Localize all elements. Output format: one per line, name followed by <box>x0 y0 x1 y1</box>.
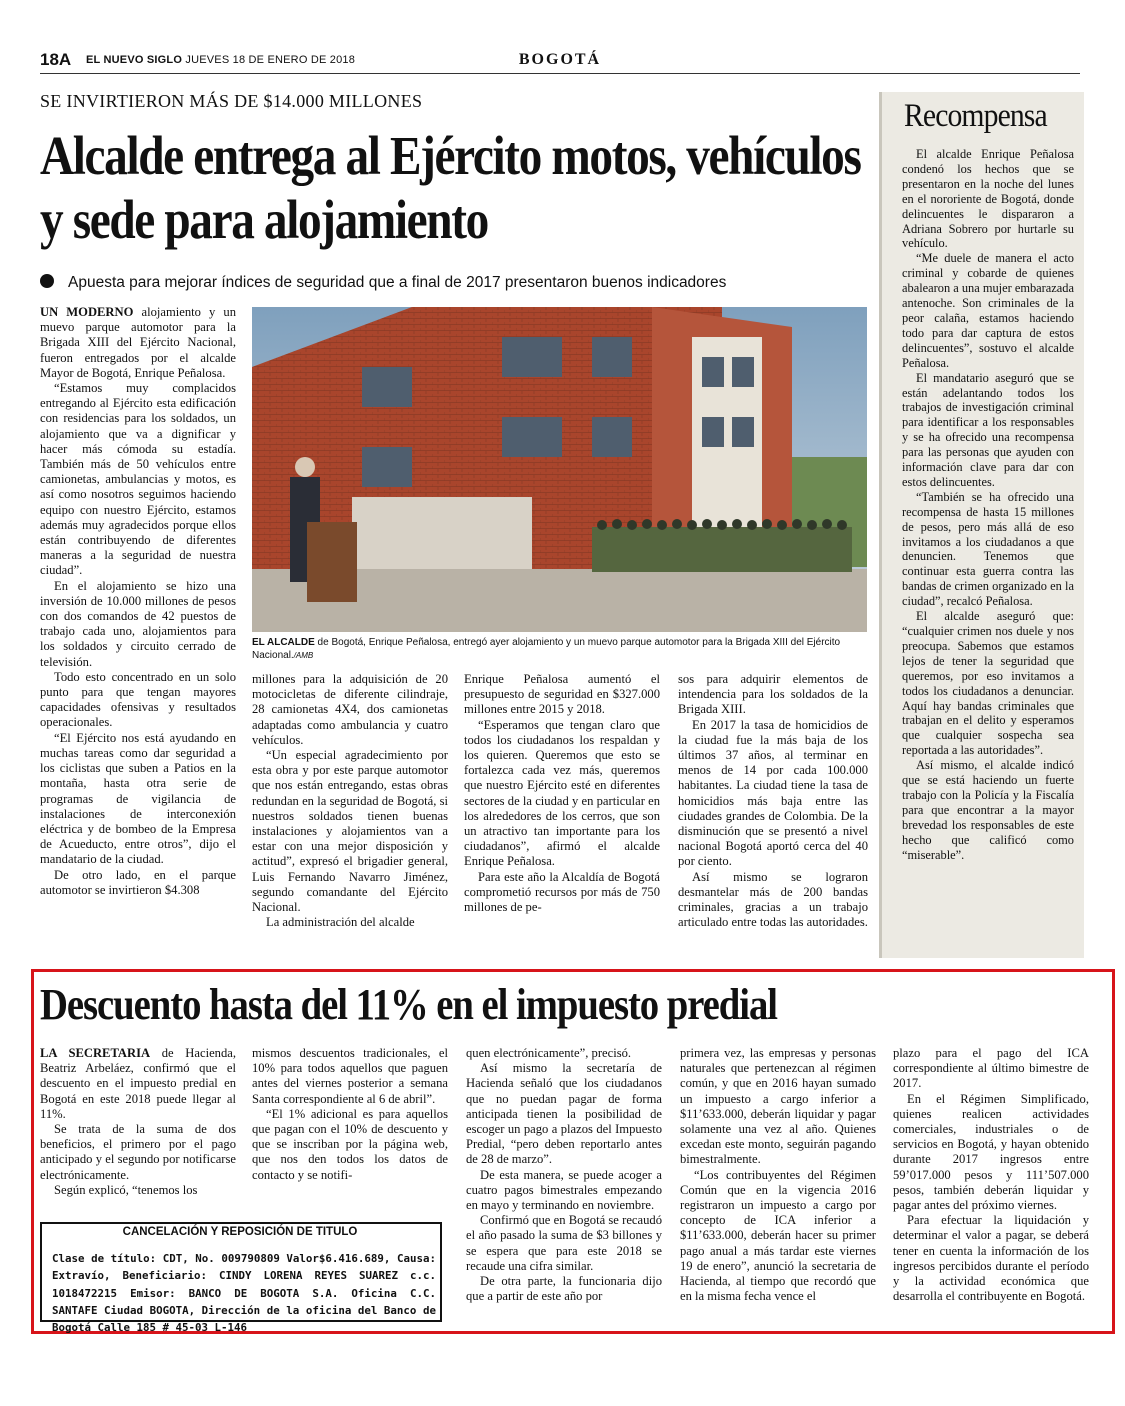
sidebar-column <box>902 147 1074 863</box>
paragraph: Así mismo se lograron desmantelar más de 200 bandas criminales, gracias a un trabajo articulado entre todas las autoridades. <box>678 869 868 930</box>
main-column-4 <box>678 672 868 930</box>
section-name: BOGOTÁ <box>518 51 602 68</box>
article-subheadline <box>40 274 726 292</box>
second-column-4 <box>680 1046 876 1304</box>
paragraph: UN MODERNO alojamiento y un muevo parque automotor para la Brigada XIII del Ejército Nacional, fueron entregados por el alcalde Mayor de Bogotá, Enrique Peñalosa. <box>40 305 236 380</box>
lead-in: UN MODERNO <box>40 305 134 319</box>
main-column-2 <box>252 672 448 930</box>
paragraph: En el Régimen Simplificado, quienes realicen actividades comerciales, industriales o de servicios en Bogotá, y hayan obtenido durante 2017 ingresos entre 59’017.000 pesos y 111’507.000 pesos, también deberán liquidar y pagar antes del próximo viernes. <box>893 1091 1089 1213</box>
paragraph: Se trata de la suma de dos beneficios, el primero por el pago anticipado y el segundo por notificarse electrónicamente. <box>40 1122 236 1182</box>
second-headline: Descuento hasta del 11% en el impuesto predial <box>40 980 777 1029</box>
paragraph: De otro lado, en el parque automotor se invirtieron $4.308 <box>40 867 236 897</box>
second-column-3 <box>466 1046 662 1304</box>
article-photo <box>252 307 867 632</box>
paragraph: “Esperamos que tengan claro que todos los ciudadanos los respaldan y los quieren. Queremos que esto se fortalezca cada vez más, queremos que nuestro Ejército esté en diferentes sectores de la ciudad y en particular en los alrededores de los cerros, que son un atractivo tan importante para los ciudadanos”, afirmó el alcalde Enrique Peñalosa. <box>464 717 660 869</box>
paragraph: mismos descuentos tradicionales, el 10% para todos aquellos que paguen antes del viernes posterior a semana Santa correspondiente al 6 de abril”. <box>252 1046 448 1106</box>
article-headline: Alcalde entrega al Ejército motos, vehículos y sede para alojamiento <box>40 125 861 250</box>
page-number: 18A <box>40 50 72 69</box>
paragraph: Enrique Peñalosa aumentó el presupuesto de seguridad en $327.000 millones entre 2015 y 2018. <box>464 672 660 717</box>
paragraph: plazo para el pago del ICA correspondiente al último bimestre de 2017. <box>893 1046 1089 1091</box>
second-column-5 <box>893 1046 1089 1304</box>
paragraph: Para efectuar la liquidación y determinar el valor a pagar, se deberá tener en cuenta la información de los ingresos percibidos durante el período y la actividad económica que desarrolla el contribuyente en Bogotá. <box>893 1213 1089 1304</box>
paragraph: En 2017 la tasa de homicidios de la ciudad fue la más baja de los últimos 37 años, al terminar en menos de 14 por cada 100.000 habitantes. La ciudad tiene la tasa de homicidios más baja entre las ciudades grandes de Colombia. De la disminución que se presentó a nivel nacional Bogotá aportó cerca del 40 por ciento. <box>678 717 868 869</box>
paragraph: “Los contribuyentes del Régimen Común que en la vigencia 2016 registraron un impuesto a cargo por concepto de ICA inferior a $11’633.000, deberán hacer su primer pago anual a más tardar este viernes 19 de enero”, anunció la secretaria de Hacienda, al tiempo que recordó que en la misma fecha vence el <box>680 1167 876 1304</box>
paragraph: quen electrónicamente”, precisó. <box>466 1046 632 1060</box>
paragraph: LA SECRETARIA de Hacienda, Beatriz Arbeláez, confirmó que el descuento en el impuesto predial en Bogotá en este 2018 puede llegar al 11%. <box>40 1046 236 1121</box>
sidebar-title: Recompensa <box>904 98 1047 134</box>
article-kicker: SE INVIRTIERON MÁS DE $14.000 MILLONES <box>40 91 423 111</box>
issue-date: JUEVES 18 DE ENERO DE 2018 <box>185 54 356 66</box>
paragraph: Confirmó que en Bogotá se recaudó el año pasado la suma de $3 billones y se espera que para este 2018 se recaude una cifra similar. <box>466 1213 662 1273</box>
newspaper-title: EL NUEVO SIGLO <box>86 54 183 66</box>
paragraph: El mandatario aseguró que se están adelantando todos los trabajos de investigación criminal para identificar a los responsables y se ha ofrecido una recompensa para las personas que ayuden con información clave para dar con estos delincuentes. <box>902 370 1074 489</box>
paragraph: sos para adquirir elementos de intendencia para los soldados de la Brigada XIII. <box>678 672 868 717</box>
paragraph: “También se ha ofrecido una recompensa de hasta 15 millones de pesos, pero más allá de eso invitamos a los ciudadanos a que denuncien. Tenemos que continuar esta guerra contra las bandas de crimen organizado en la ciudad”, recalcó Peñalosa. <box>902 489 1074 609</box>
caption-lead: EL ALCALDE <box>252 637 315 648</box>
photo-credit: /AMB <box>293 651 314 660</box>
paragraph: Así mismo la secretaría de Hacienda señaló que los ciudadanos que no puedan pagar de forma anticipada tienen la posibilidad de escoger un pago a plazos del Impuesto Predial, “pero deben reportarlo antes de 28 de marzo”. <box>466 1061 662 1167</box>
paragraph: “El 1% adicional es para aquellos que pagan con el 10% de descuento y que se inscriban por la página web, que nos den todos los datos de contacto y se notifi- <box>252 1106 448 1182</box>
lead-in: LA SECRETARIA <box>40 1046 151 1060</box>
second-column-1 <box>40 1046 236 1198</box>
paragraph: El alcalde Enrique Peñalosa condenó los hechos que se presentaron en la noche del lunes en el nororiente de Bogotá, donde delincuentes le dispararon a Adriana Sobrero por hurtarle su vehículo. <box>902 147 1074 251</box>
photo-illustration <box>252 307 867 632</box>
paragraph: “Un especial agradecimiento por esta obra y por este parque automotor que nos están entregando, estas obras redundan en la seguridad de Bogotá, si nuestros soldados tienen buenas instalaciones y alojamientos van a estar con una mejor disposición y actitud”, expresó el brigadier general, Luis Fernando Navarro Jiménez, segundo comandante del Ejército Nacional. <box>252 748 448 915</box>
paragraph: millones para la adquisición de 20 motocicletas de diferente cilindraje, 28 camionetas 4X4, dos camionetas adaptadas como ambulancia y cuatro vehículos. <box>252 672 448 747</box>
paragraph: “Estamos muy complacidos entregando al Ejército esta edificación con residencias para los soldados, un alojamiento que va a dignificar y hacer más cómoda su estadía. También más de 50 vehículos entre camionetas, ambulancias y motos, es así como nosotros seguimos haciendo equipo con nuestro Ejército, estamos además muy agradecidos porque ellos están contribuyendo de diferentes maneras a la seguridad de nuestra ciudad”. <box>40 381 236 578</box>
paragraph: Todo esto concentrado en un solo punto para que tengan mayores capacidades ofensivas y resultados operacionales. <box>40 669 236 730</box>
main-column-1 <box>40 305 236 898</box>
notice-body: Clase de título: CDT, No. 009790809 Valor$6.416.689, Causa: Extravío, Beneficiario: CINDY LORENA REYES SUAREZ c.c. 1018472215 Emisor: BANCO DE BOGOTA S.A. Oficina C.C. SANTAFE Ciudad BOGOTA, Dirección de la oficina del Banco de Bogotá Calle 185 # 45-03 L-146 <box>52 1252 436 1335</box>
paragraph: primera vez, las empresas y personas naturales que pertenezcan al régimen común, y que en 2016 hayan sumado un impuesto a cargo inferior a $11’633.000, deberán liquidar y pagar solamente una vez al año. Quienes excedan este monto, seguirán pagando bimestralmente. <box>680 1046 876 1167</box>
caption-text: de Bogotá, Enrique Peñalosa, entregó ayer alojamiento y un muevo parque automotor para la Brigada XIII del Ejército Nacional. <box>252 637 841 661</box>
notice-title: CANCELACIÓN Y REPOSICIÓN DE TITULO <box>122 1226 358 1238</box>
paragraph: La administración del alcalde <box>266 915 415 930</box>
photo-caption <box>252 636 867 662</box>
page-header <box>40 50 1080 74</box>
paragraph: De esta manera, se puede acoger a cuatro pagos bimestrales empezando en mayo y terminando en noviembre. <box>466 1167 662 1213</box>
paragraph: De otra parte, la funcionaria dijo que a partir de este año por <box>466 1274 662 1304</box>
subheadline-text: Apuesta para mejorar índices de seguridad que a final de 2017 presentaron buenos indicadores <box>68 274 727 291</box>
paragraph: El alcalde aseguró que: “cualquier crimen nos duele y nos preocupa. Sabemos que estamos lejos de tener la seguridad que queremos, por eso invitamos a todos los ciudadanos a denunciar. Aquí hay bandas criminales que trabajan en el delito y esperamos que cualquier sospecha sea reportada a las autoridades”. <box>902 609 1074 758</box>
paragraph: Así mismo, el alcalde indicó que se está haciendo un fuerte trabajo con la Policía y la Fiscalía para que encontrar a la mayor brevedad los responsables de este hecho que calificó como “miserable”. <box>902 758 1074 862</box>
paragraph: Según explicó, “tenemos los <box>54 1182 198 1197</box>
paragraph: Para este año la Alcaldía de Bogotá comprometió recursos por más de 750 millones de pe- <box>464 869 660 915</box>
main-column-3 <box>464 672 660 915</box>
paragraph: En el alojamiento se hizo una inversión de 10.000 millones de pesos con dos comandos de 42 puestos de trabajo cada uno, alojamientos para los soldados y circuito cerrado de televisión. <box>40 578 236 669</box>
second-column-2 <box>252 1046 448 1183</box>
bullet-icon <box>40 274 54 288</box>
paragraph: “Me duele de manera el acto criminal y cobarde de quienes abalearon a una mujer embarazada antenoche. Son criminales de la peor calaña, estamos haciendo todo para dar captura de estos delincuentes”, sostuvo el alcalde Peñalosa. <box>902 251 1074 370</box>
paragraph: “El Ejército nos está ayudando en muchas tareas como dar seguridad a los ciclistas que suben a Patios en la montaña, hasta otra serie de programas de vigilancia de instalaciones de interconexión eléctrica y de bombeo de la Empresa de Acueducto, entre otros”, dijo el mandatario de la ciudad. <box>40 730 236 867</box>
